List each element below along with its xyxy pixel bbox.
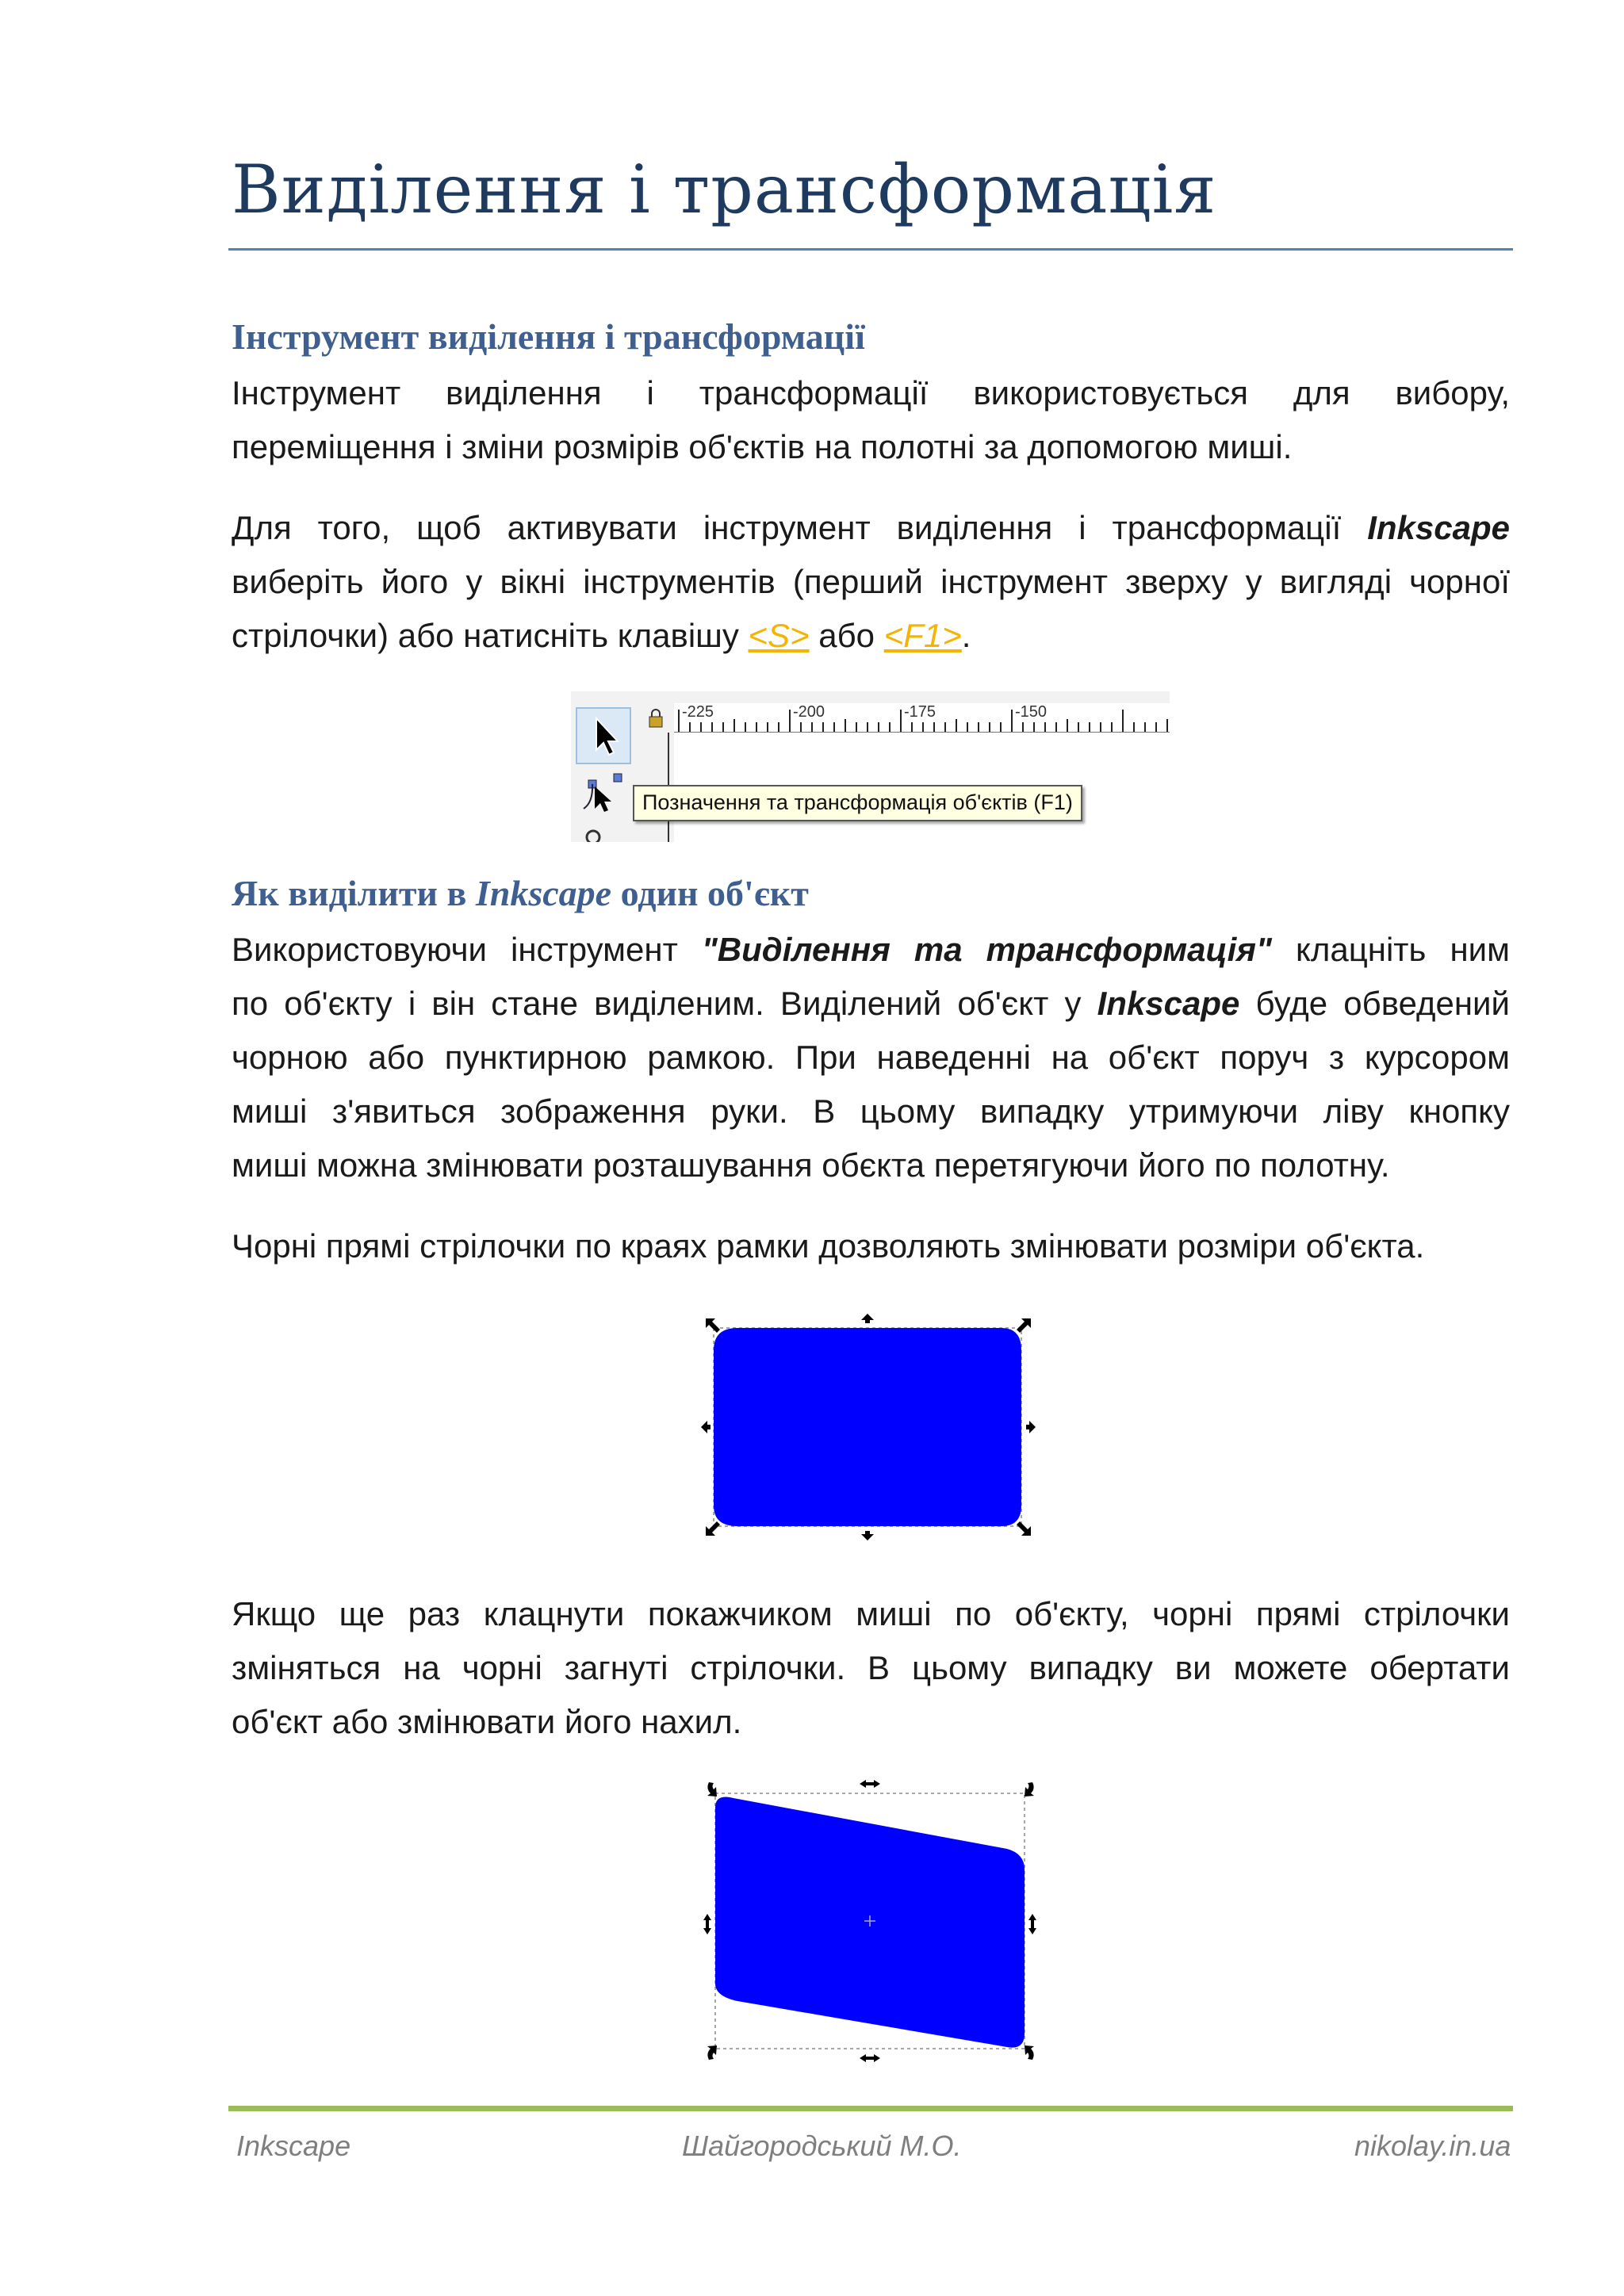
paragraph-resize-arrows bbox=[232, 1219, 1510, 1273]
rotate-handle-ne-icon[interactable] bbox=[1025, 1782, 1034, 1797]
arrow-cursor-icon bbox=[577, 709, 630, 763]
text-line bbox=[232, 977, 1510, 1031]
ruler-label: -175 bbox=[904, 703, 936, 721]
footer-rule bbox=[228, 2106, 1513, 2111]
text-line: виберіть його у вікні інструментів (перший інструмент зверху у вигляді чорної bbox=[232, 563, 1510, 600]
scale-handle-e-icon[interactable] bbox=[1026, 1421, 1036, 1433]
skew-handle-w-icon[interactable] bbox=[703, 1914, 711, 1934]
section-heading-tool: Інструмент виділення і трансформації bbox=[232, 316, 865, 357]
ruler-label: -225 bbox=[682, 703, 714, 721]
rotate-handle-se-icon[interactable] bbox=[1025, 2045, 1034, 2060]
section-heading-select-object bbox=[232, 872, 809, 914]
text-segment: Для того, щоб активувати інструмент виділення і трансформації bbox=[232, 509, 1368, 546]
text-segment: буде обведений bbox=[1239, 985, 1510, 1022]
horizontal-ruler[interactable] bbox=[674, 703, 1170, 733]
paragraph-tool-description bbox=[232, 366, 1510, 474]
app-name: Inkscape bbox=[1097, 985, 1240, 1022]
heading-segment: один об'єкт bbox=[611, 873, 809, 913]
lock-icon[interactable] bbox=[647, 707, 665, 729]
text-segment: Використовуючи інструмент bbox=[232, 931, 702, 968]
node-tool-icon[interactable] bbox=[577, 771, 633, 842]
scale-handle-sw-icon[interactable] bbox=[706, 1521, 720, 1536]
selected-rectangle-figure bbox=[690, 1304, 1047, 1550]
text-line bbox=[232, 923, 1510, 977]
text-line: Чорні прямі стрілочки по краях рамки дозволяють змінювати розміри об'єкта. bbox=[232, 1227, 1425, 1265]
text-line: миші з'явиться зображення руки. В цьому випадку утримуючи ліву кнопку bbox=[232, 1093, 1510, 1130]
heading-segment: Як виділити в bbox=[232, 873, 476, 913]
text-line: зміняться на чорні загнуті стрілочки. В цьому випадку ви можете обертати bbox=[232, 1649, 1510, 1686]
tool-name: "Виділення та трансформація" bbox=[701, 931, 1272, 968]
scale-handle-ne-icon[interactable] bbox=[1017, 1318, 1031, 1333]
selector-tool-button[interactable] bbox=[576, 707, 631, 764]
text-line: об'єкт або змінювати його нахил. bbox=[232, 1703, 742, 1740]
blue-rounded-rectangle[interactable] bbox=[714, 1328, 1021, 1526]
rotate-handle-sw-icon[interactable] bbox=[707, 2045, 717, 2060]
footer-center: Шайгородський М.О. bbox=[682, 2130, 962, 2162]
shortcut-key-f1[interactable]: <F1> bbox=[883, 617, 962, 654]
text-segment: . bbox=[961, 617, 971, 654]
page-title: Виділення і трансформація bbox=[232, 151, 1217, 228]
scale-handle-w-icon[interactable] bbox=[701, 1421, 710, 1433]
skew-handle-e-icon[interactable] bbox=[1028, 1914, 1036, 1934]
footer-right: nikolay.in.ua bbox=[1354, 2130, 1511, 2162]
heading-app-name: Inkscape bbox=[475, 873, 612, 913]
text-line: Інструмент виділення і трансформації використовується для вибору, bbox=[232, 374, 1510, 411]
text-segment: стрілочки) або натисніть клавішу bbox=[232, 617, 749, 654]
skewed-shape-figure bbox=[690, 1776, 1047, 2069]
ruler-label: -150 bbox=[1015, 703, 1048, 721]
text-line: миші можна змінювати розташування обєкта перетягуючи його по полотну. bbox=[232, 1146, 1390, 1184]
scale-handle-s-icon[interactable] bbox=[861, 1531, 874, 1540]
rotate-handle-nw-icon[interactable] bbox=[707, 1782, 717, 1797]
inkscape-toolbar-screenshot bbox=[571, 691, 1170, 842]
text-segment: по об'єкту і він стане виділеним. Виділений об'єкт у bbox=[232, 985, 1097, 1022]
text-line bbox=[232, 501, 1510, 555]
text-line: переміщення і зміни розмірів об'єктів на полотні за допомогою миші. bbox=[232, 428, 1293, 465]
ruler-label: -200 bbox=[793, 703, 825, 721]
paragraph-activate-tool bbox=[232, 501, 1510, 663]
scale-handle-n-icon[interactable] bbox=[861, 1314, 874, 1323]
paragraph-select-object bbox=[232, 923, 1510, 1192]
scale-handle-se-icon[interactable] bbox=[1017, 1521, 1031, 1536]
text-segment: клацніть ним bbox=[1271, 931, 1510, 968]
text-line: Якщо ще раз клацнути покажчиком миші по об'єкту, чорні прямі стрілочки bbox=[232, 1595, 1510, 1632]
footer-left: Inkscape bbox=[236, 2130, 351, 2162]
paragraph-rotate-arrows bbox=[232, 1587, 1510, 1749]
skew-handle-n-icon[interactable] bbox=[860, 1780, 880, 1788]
scale-handle-nw-icon[interactable] bbox=[706, 1318, 720, 1333]
tool-tooltip: Позначення та трансформація об'єктів (F1) bbox=[633, 785, 1082, 821]
text-line bbox=[232, 609, 1510, 663]
text-segment: або bbox=[809, 617, 884, 654]
shortcut-key-s[interactable]: <S> bbox=[748, 617, 810, 654]
title-underline bbox=[228, 248, 1513, 251]
text-line: чорною або пунктирною рамкою. При наведенні на об'єкт поруч з курсором bbox=[232, 1039, 1510, 1076]
skew-handle-s-icon[interactable] bbox=[860, 2054, 880, 2062]
app-name: Inkscape bbox=[1367, 509, 1510, 546]
